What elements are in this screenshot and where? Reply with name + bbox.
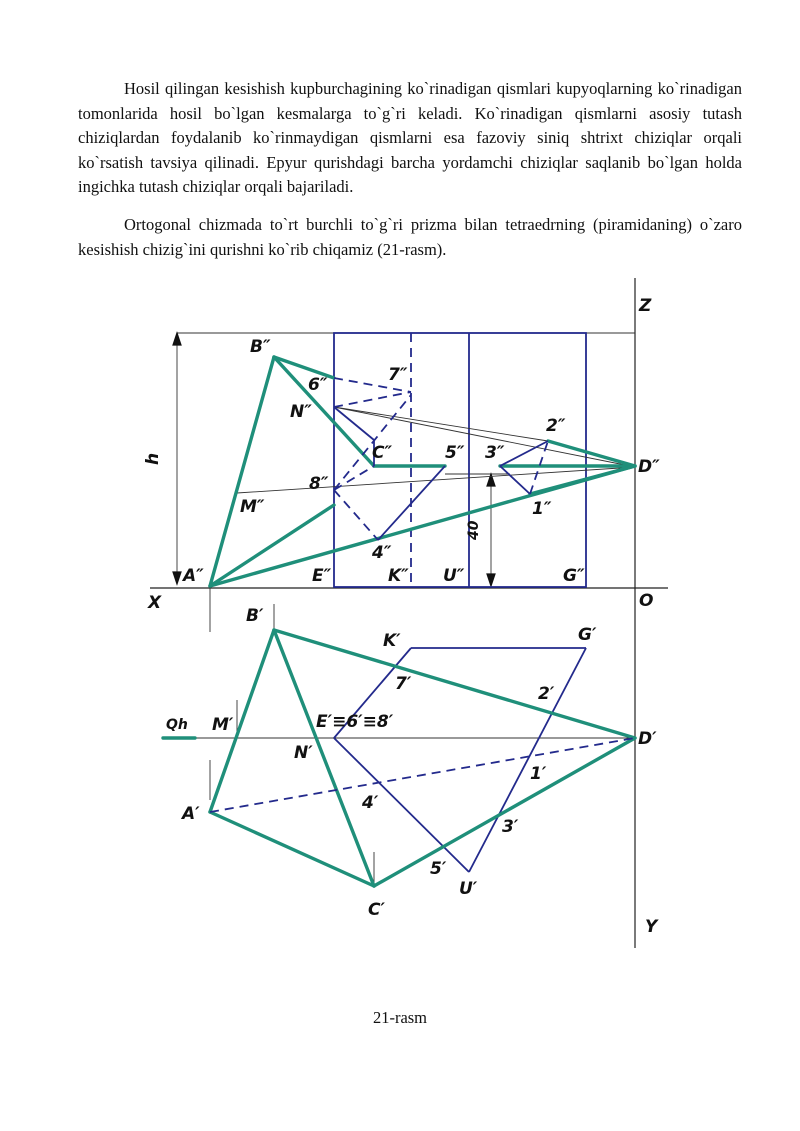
label-6-2: 6″ — [308, 375, 328, 395]
label-A1: A′ — [182, 804, 200, 824]
label-2-2: 2″ — [546, 416, 566, 436]
label-7-2: 7″ — [388, 365, 408, 385]
label-4-2: 4″ — [372, 543, 392, 563]
label-3-2: 3″ — [485, 443, 505, 463]
label-C1: C′ — [368, 900, 385, 920]
label-K2: K″ — [388, 566, 409, 586]
label-K1: K′ — [383, 631, 401, 651]
label-N1: N′ — [294, 743, 313, 763]
label-C2: C″ — [372, 443, 393, 463]
top-edge-C-D — [374, 738, 635, 886]
label-G2: G″ — [563, 566, 585, 586]
label-A2: A″ — [183, 566, 204, 586]
figure-caption: 21-rasm — [372, 1008, 428, 1027]
label-U2: U″ — [443, 566, 465, 586]
prism-top-edge-E-U — [334, 738, 469, 872]
label-M2: M″ — [240, 497, 265, 517]
front-construction-M-D — [237, 467, 635, 493]
label-Y: Y — [645, 917, 658, 937]
label-4-1: 4′ — [362, 793, 379, 813]
label-8-2: 8″ — [309, 474, 329, 494]
label-D1: D′ — [638, 729, 657, 749]
front-hidden-8-C — [334, 466, 374, 490]
label-h: h — [143, 452, 163, 465]
label-B2: B″ — [250, 337, 271, 357]
label-5-1: 5′ — [430, 859, 447, 879]
label-3-1: 3′ — [502, 817, 519, 837]
front-construction-N-2 — [334, 407, 548, 441]
label-E2: E″ — [312, 566, 332, 586]
label-Z: Z — [639, 296, 652, 316]
front-hidden-N-7 — [334, 392, 411, 407]
label-1-2: 1″ — [532, 499, 552, 519]
label-2-1: 2′ — [538, 684, 555, 704]
label-X: X — [148, 593, 162, 613]
front-edge-2-D — [548, 441, 635, 466]
label-N2: N″ — [290, 402, 312, 422]
front-hidden-8-4 — [334, 490, 378, 540]
label-O: O — [639, 591, 654, 611]
label-Qh: Qh — [166, 717, 188, 733]
paragraph-1: Hosil qilingan kesishish kupburchagining ko`rinadigan qismlari kupyoqlarning ko`rinadigan tomonlarida hosil bo`lgan kesmalarga to`g`ri keladi. Ko`rinadigan qismlarni asosiy tutash chiziqlardan foydalanib ko`rinmaydigan qismlarni esa fazoviy siniq shtrixt chiziqlar orqali ko`rsatish tavsiya qilinadi. Epyur qurishdagi barcha yordamchi chiziqlar saqlanib bo`lgan holda ingichka tutash chiziqlar orqali bajariladi. — [78, 79, 742, 196]
label-E1-6-8: E′≡6′≡8′ — [316, 712, 394, 732]
label-D2: D″ — [638, 457, 660, 477]
dim-40-arrow-bottom — [487, 574, 495, 586]
label-7-1: 7′ — [395, 674, 412, 694]
label-G1: G′ — [578, 625, 597, 645]
label-1-1: 1′ — [530, 764, 547, 784]
label-40: 40 — [466, 520, 482, 540]
label-M1: M′ — [212, 715, 234, 735]
paragraph-2: Ortogonal chizmada to`rt burchli to`g`ri prizma bilan tetraedrning (piramidaning) o`zaro kesishish chizig`ini qurishni ko`rib chiqamiz (21-rasm). — [78, 215, 742, 259]
prism-top-edge-G-U — [469, 648, 586, 872]
label-5-2: 5″ — [445, 443, 465, 463]
front-3-1 — [500, 466, 530, 494]
label-U1: U′ — [459, 879, 478, 899]
label-B1: B′ — [246, 606, 264, 626]
height-arrow-bottom — [173, 572, 181, 584]
height-arrow-top — [173, 333, 181, 345]
